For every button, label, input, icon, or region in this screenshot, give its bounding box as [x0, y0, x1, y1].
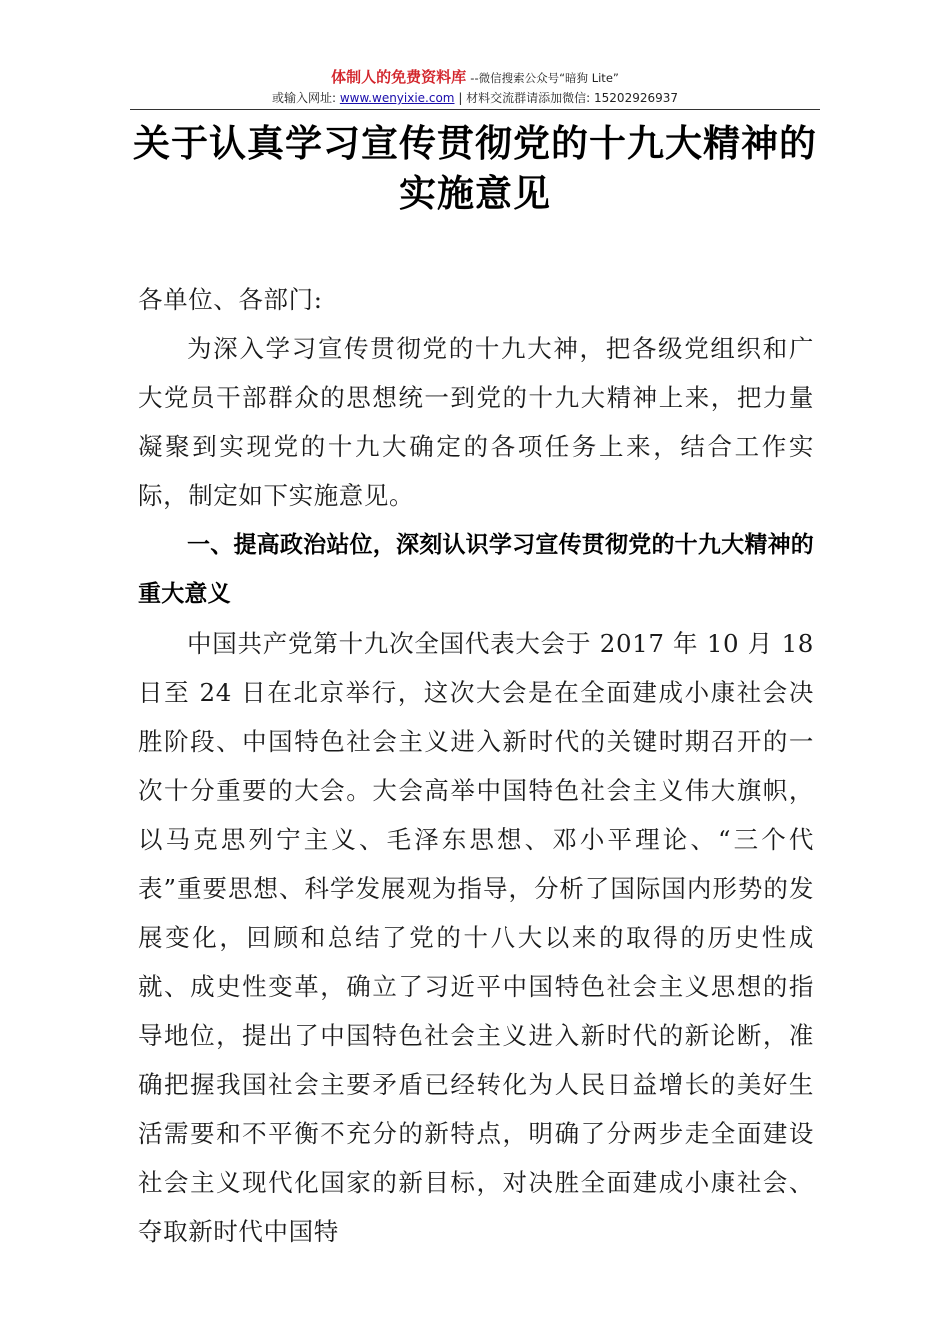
document-title: 关于认真学习宣传贯彻党的十九大精神的实施意见	[133, 121, 817, 215]
salutation-text: 各单位、各部门:	[138, 285, 323, 314]
section-heading	[138, 521, 814, 619]
header-tagline: --微信搜索公众号“暗狗 Lite”	[470, 71, 619, 85]
section-heading-text: 一、提高政治站位，深刻认识学习宣传贯彻党的十九大精神的重大意义	[138, 532, 814, 607]
website-link[interactable]: www.wenyixie.com	[339, 91, 455, 105]
intro-text: 为深入学习宣传贯彻党的十九大神，把各级党组织和广大党员干部群众的思想统一到党的十九大精神上来，把力量凝聚到实现党的十九大确定的各项任务上来，结合工作实际，制定如下实施意见。	[138, 334, 814, 510]
section-paragraph-text: 中国共产党第十九次全国代表大会于 2017 年 10 月 18 日至 24 日在北京举行，这次大会是在全面建成小康社会决胜阶段、中国特色社会主义进入新时代的关键时期召开的一次十分重要的大会。大会高举中国特色社会主义伟大旗帜，以马克思列宁主义、毛泽东思想、邓小平理论、“三个代表”重要思想、科学发展观为指导，分析了国际国内形势的发展变化，回顾和总结了党的十八大以来的取得的历史性成就、成史性变革，确立了习近平中国特色社会主义思想的指导地位，提出了中国特色社会主义进入新时代的新论断，准确把握我国社会主要矛盾已经转化为人民日益增长的美好生活需要和不平衡不充分的新特点，明确了分两步走全面建设社会主义现代化国家的新目标，对决胜全面建成小康社会、夺取新时代中国特	[138, 629, 814, 1246]
salutation	[138, 275, 814, 324]
header-banner	[130, 68, 820, 88]
section-paragraph	[138, 619, 814, 1256]
header-contact-line	[130, 90, 820, 106]
intro-paragraph	[138, 324, 814, 520]
contact-text: | 材料交流群请添加微信: 15202926937	[454, 91, 679, 105]
url-prefix: 或输入网址:	[271, 91, 340, 105]
header-divider	[130, 109, 820, 110]
brand-name: 体制人的免费资料库	[331, 68, 467, 86]
